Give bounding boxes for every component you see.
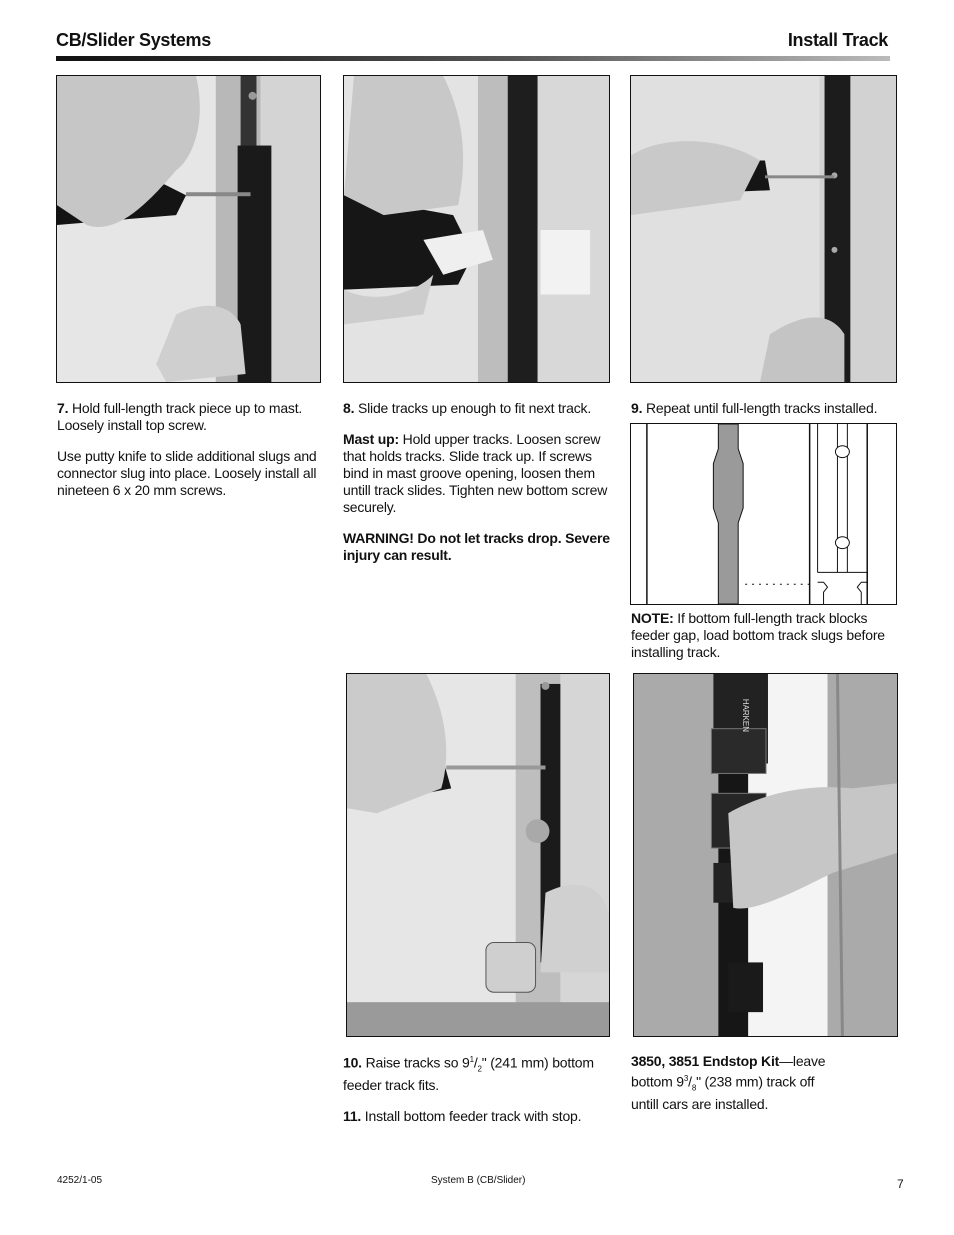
step-7-para: Use putty knife to slide additional slugs and connector slug into place. Loosely install all nineteen 6 x 20 mm screws. [57,448,317,498]
warning-text: WARNING! Do not let tracks drop. Severe injury can result. [343,530,610,563]
page-number: 7 [897,1177,904,1191]
endstop-body: " (238 mm) track off untill cars are installed. [631,1073,815,1113]
photo-step-7 [56,75,321,383]
photo-step-8 [343,75,610,383]
fraction-denominator: 2 [477,1064,482,1074]
doc-code: 4252/1-05 [57,1175,103,1186]
step-10-11-text: 10. Raise tracks so $9^1/_2$" (241 mm) bottom feeder track fits. 11. Install bottom feeder track with stop. [343,1054,594,1125]
step-number: 10. [343,1054,362,1071]
step-text: Install bottom feeder track with stop. [364,1108,582,1125]
step-text: " (241 mm) bottom feeder track fits. [343,1054,594,1094]
fraction-numerator: 1 [469,1055,474,1064]
page-title: Install Track [787,30,888,50]
step-text: Hold full-length track piece up to mast. Loosely install top screw. [57,400,303,433]
mast-up-text: Hold upper tracks. Loosen screw that holds tracks. Slide track up. If screws bind in mast groove opening, loosen them untill track slides. Tighten new bottom screw securely. [343,431,608,515]
step-number: 7. [57,400,69,416]
step-number: 11. [343,1108,362,1125]
step-text: Slide tracks up enough to fit next track. [357,400,592,416]
step-number: 9. [631,400,643,416]
section-title: CB/Slider Systems [56,30,211,50]
brand-label: HARKEN [741,698,751,732]
note-body: If bottom full-length track blocks feeder gap, load bottom track slugs before installing track. [631,610,885,660]
step-number: 8. [343,400,355,416]
note-label: NOTE: [631,610,674,626]
step-text: Raise tracks so 9 [365,1054,470,1071]
note-text [631,610,901,675]
fraction-denominator: 8 [691,1083,697,1093]
endstop-label: 3850, 3851 Endstop Kit [631,1053,780,1069]
track-diagram [630,423,897,605]
photo-step-9 [630,75,897,383]
endstop-text: 3850, 3851 Endstop Kit—leave bottom $9^3/_8$" (238 mm) track off untill cars are installed. [631,1053,826,1113]
fraction-numerator: 3 [683,1074,689,1083]
photo-step-10 [346,673,610,1037]
step-9-text [631,400,901,431]
step-8-text [343,400,613,578]
step-text: Repeat until full-length tracks installed. [645,400,878,416]
footer-center: System B (CB/Slider) [431,1175,526,1186]
endstop-body: —leave bottom 9 [631,1053,826,1090]
mast-up-label: Mast up: [343,431,399,447]
photo-endstop-kit [633,673,898,1037]
header-rule [56,56,890,61]
step-7-text [57,400,327,513]
